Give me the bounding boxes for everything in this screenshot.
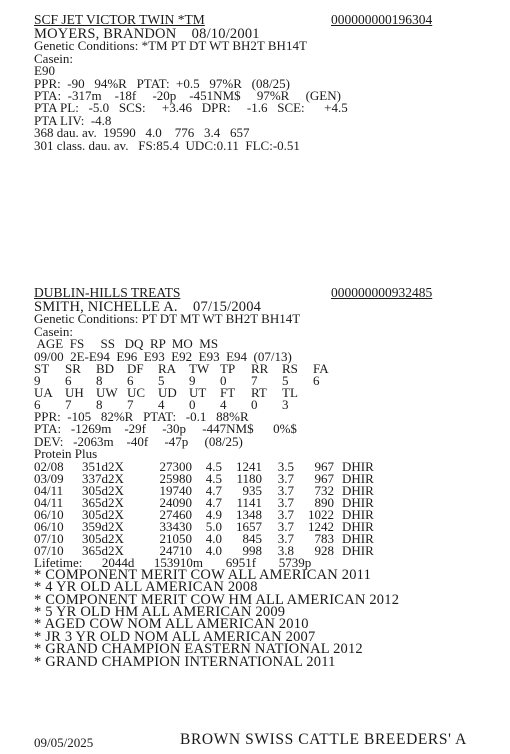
trait-value: 8: [96, 372, 103, 388]
owner-line: SMITH, NICHELLE A. 07/15/2004: [34, 299, 262, 315]
lactation-cell: 3.5: [277, 458, 294, 474]
lactation-cell: 3.7: [277, 482, 294, 498]
registration-number: 000000000196304: [331, 12, 433, 27]
lactation-cell: 365d: [82, 542, 108, 558]
lactation-cell: 1242: [308, 518, 334, 534]
classified-daughter-average: 301 class. dau. av. FS:85.4 UDC:0.11 FLC:-0.51: [34, 137, 300, 153]
lactation-cell: 04/11: [34, 494, 64, 510]
trait-value: 0: [220, 372, 227, 388]
lifetime-line: Lifetime: 2044d 153910m 6951f 5739p: [34, 554, 312, 570]
daughter-average: 368 dau. av. 19590 4.0 776 3.4 657: [34, 125, 250, 141]
casein-label: Casein:: [34, 323, 73, 339]
trait-value: 6: [313, 372, 320, 388]
lactation-cell: 351d: [82, 458, 108, 474]
lactation-cell: 967: [314, 470, 334, 486]
lactation-cell: 4.9: [205, 506, 222, 522]
lactation-cell: DHIR: [342, 518, 374, 534]
lactation-cell: 24710: [159, 542, 192, 558]
lactation-cell: 19740: [159, 482, 192, 498]
trait-label: SR: [65, 360, 81, 376]
lactation-cell: 2X: [108, 542, 124, 558]
award-item: * 4 YR OLD ALL AMERICAN 2008: [34, 579, 258, 596]
lactation-cell: 1022: [308, 506, 334, 522]
record-header: [34, 14, 454, 28]
lactation-cell: 305d: [82, 530, 108, 546]
lactation-cell: 1180: [236, 470, 262, 486]
lactation-cell: 3.7: [277, 518, 294, 534]
award-item: * COMPONENT MERIT COW HM ALL AMERICAN 2012: [34, 591, 400, 608]
awards-list: [34, 566, 454, 670]
trait-value: 7: [65, 396, 72, 412]
trait-value: 4: [220, 396, 227, 412]
lactation-cell: 07/10: [34, 542, 64, 558]
lactation-cell: 21050: [159, 530, 192, 546]
lactation-cell: 3.7: [277, 494, 294, 510]
lactation-cell: 4.0: [205, 542, 222, 558]
lactation-cell: 06/10: [34, 506, 64, 522]
trait-label: RS: [282, 360, 298, 376]
lactation-cell: 2X: [108, 470, 124, 486]
registration-number: 000000000932485: [331, 285, 433, 300]
lactation-cell: 359d: [82, 518, 108, 534]
print-date: 09/05/2025: [34, 735, 94, 750]
page-footer: [34, 731, 510, 750]
linear-traits-table: [34, 360, 344, 412]
award-item: * 5 YR OLD HM ALL AMERICAN 2009: [34, 604, 286, 621]
lactation-cell: 967: [314, 458, 334, 474]
trait-label: TL: [282, 384, 298, 400]
lactation-cell: 2X: [108, 518, 124, 534]
lactation-cell: DHIR: [342, 506, 374, 522]
lactation-cell: 928: [314, 542, 334, 558]
lactation-cell: DHIR: [342, 542, 374, 558]
trait-value: 0: [189, 396, 196, 412]
lactation-cell: 03/09: [34, 470, 64, 486]
trait-label: RR: [251, 360, 269, 376]
lactation-cell: 1348: [236, 506, 262, 522]
lactation-cell: 2X: [108, 458, 124, 474]
lactation-cell: 1657: [236, 518, 262, 534]
lactation-cell: 305d: [82, 506, 108, 522]
lactation-cell: 783: [314, 530, 334, 546]
classification-header: AGE FS SS DQ RP MO MS: [34, 336, 219, 352]
lactation-cell: DHIR: [342, 470, 374, 486]
trait-label: UD: [158, 384, 177, 400]
trait-value: 6: [34, 396, 41, 412]
lactation-cell: 1241: [236, 458, 262, 474]
lactation-cell: 2X: [108, 494, 124, 510]
lactation-cell: 3.7: [277, 506, 294, 522]
lactation-cell: 4.7: [205, 494, 222, 510]
trait-label: UH: [65, 384, 84, 400]
pta-line: PTA: -317m -18f -20p -451NM$ 97%R (GEN): [34, 87, 341, 103]
trait-value: 9: [34, 372, 41, 388]
trait-label: RA: [158, 360, 177, 376]
lactation-cell: 25980: [159, 470, 192, 486]
lactation-cell: 305d: [82, 482, 108, 498]
trait-label: BD: [96, 360, 115, 376]
lactation-cell: DHIR: [342, 458, 374, 474]
trait-label: FT: [220, 384, 236, 400]
trait-value: 6: [127, 372, 134, 388]
trait-value: 3: [282, 396, 289, 412]
award-item: * AGED COW NOM ALL AMERICAN 2010: [34, 616, 309, 633]
trait-value: 7: [127, 396, 134, 412]
trait-label: DF: [127, 360, 144, 376]
trait-value: 7: [251, 372, 258, 388]
lactation-cell: 2X: [108, 482, 124, 498]
lactation-cell: 27300: [159, 458, 192, 474]
association-name: BROWN SWISS CATTLE BREEDERS' A: [180, 731, 467, 748]
lactation-cell: 27460: [159, 506, 192, 522]
trait-label: UT: [189, 384, 207, 400]
lactation-cell: 845: [242, 530, 262, 546]
lactation-cell: 3.7: [277, 470, 294, 486]
lactation-cell: 04/11: [34, 482, 64, 498]
trait-value: 9: [189, 372, 196, 388]
pta-line: PTA: -1269m -29f -30p -447NM$ 0%$: [34, 421, 297, 437]
trait-value: 5: [158, 372, 165, 388]
trait-label: RT: [251, 384, 267, 400]
award-item: * GRAND CHAMPION EASTERN NATIONAL 2012: [34, 641, 363, 658]
trait-value: 8: [96, 396, 103, 412]
trait-label: FA: [313, 360, 329, 376]
lactation-table: [34, 458, 386, 558]
trait-value: 4: [158, 396, 165, 412]
classification-code: E90: [34, 63, 55, 79]
lactation-cell: 2X: [108, 506, 124, 522]
lactation-cell: 732: [314, 482, 334, 498]
lactation-cell: 1141: [236, 494, 262, 510]
trait-value: 6: [65, 372, 72, 388]
record-header: [34, 287, 454, 301]
lactation-cell: 4.5: [205, 470, 222, 486]
lactation-cell: DHIR: [342, 530, 374, 546]
lactation-cell: 33430: [159, 518, 192, 534]
casein-label: Casein:: [34, 50, 73, 66]
lactation-cell: 06/10: [34, 518, 64, 534]
genetic-conditions: Genetic Conditions: PT DT MT WT BH2T BH14T: [34, 311, 301, 327]
record-sire: [34, 14, 454, 152]
award-item: * JR 3 YR OLD NOM ALL AMERICAN 2007: [34, 628, 316, 645]
lactation-cell: 4.7: [205, 482, 222, 498]
animal-name: DUBLIN-HILLS TREATS: [34, 285, 181, 300]
trait-label: UW: [96, 384, 118, 400]
dev-line: DEV: -2063m -40f -47p (08/25): [34, 433, 243, 449]
trait-label: UA: [34, 384, 53, 400]
owner-line: MOYERS, BRANDON 08/10/2001: [34, 26, 260, 42]
genetic-conditions: Genetic Conditions: *TM PT DT WT BH2T BH14T: [34, 38, 307, 54]
record-cow: [34, 287, 454, 668]
lactation-cell: 3.7: [277, 530, 294, 546]
trait-value: 5: [282, 372, 289, 388]
trait-label: UC: [127, 384, 146, 400]
lactation-cell: 337d: [82, 470, 108, 486]
pta-pl-line: PTA PL: -5.0 SCS: +3.46 DPR: -1.6 SCE: +4.5: [34, 100, 348, 116]
award-item: * COMPONENT MERIT COW ALL AMERICAN 2011: [34, 566, 372, 583]
trait-label: TP: [220, 360, 236, 376]
lactation-cell: 4.5: [205, 458, 222, 474]
pta-liv-line: PTA LIV: -4.8: [34, 112, 112, 128]
classification-values: 09/00 2E-E94 E96 E93 E92 E93 E94 (07/13): [34, 348, 292, 364]
lactation-cell: 935: [242, 482, 262, 498]
lactation-cell: 890: [314, 494, 334, 510]
lactation-cell: 24090: [159, 494, 192, 510]
lactation-cell: 07/10: [34, 530, 64, 546]
lactation-cell: 4.0: [205, 530, 222, 546]
lactation-cell: 5.0: [205, 518, 222, 534]
trait-label: TW: [189, 360, 210, 376]
lactation-cell: 3.8: [277, 542, 294, 558]
trait-label: ST: [34, 360, 50, 376]
lactation-cell: 02/08: [34, 458, 64, 474]
trait-value: 0: [251, 396, 258, 412]
lactation-cell: 2X: [108, 530, 124, 546]
award-item: * GRAND CHAMPION INTERNATIONAL 2011: [34, 653, 336, 670]
ppr-line: PPR: -105 82%R PTAT: -0.1 88%R: [34, 408, 249, 424]
animal-name: SCF JET VICTOR TWIN *TM: [34, 12, 205, 27]
lactation-cell: 998: [242, 542, 262, 558]
lactation-cell: DHIR: [342, 482, 374, 498]
ppr-line: PPR: -90 94%R PTAT: +0.5 97%R (08/25): [34, 75, 290, 91]
lactation-cell: 365d: [82, 494, 108, 510]
lactation-cell: DHIR: [342, 494, 374, 510]
protein-plus-label: Protein Plus: [34, 446, 98, 462]
